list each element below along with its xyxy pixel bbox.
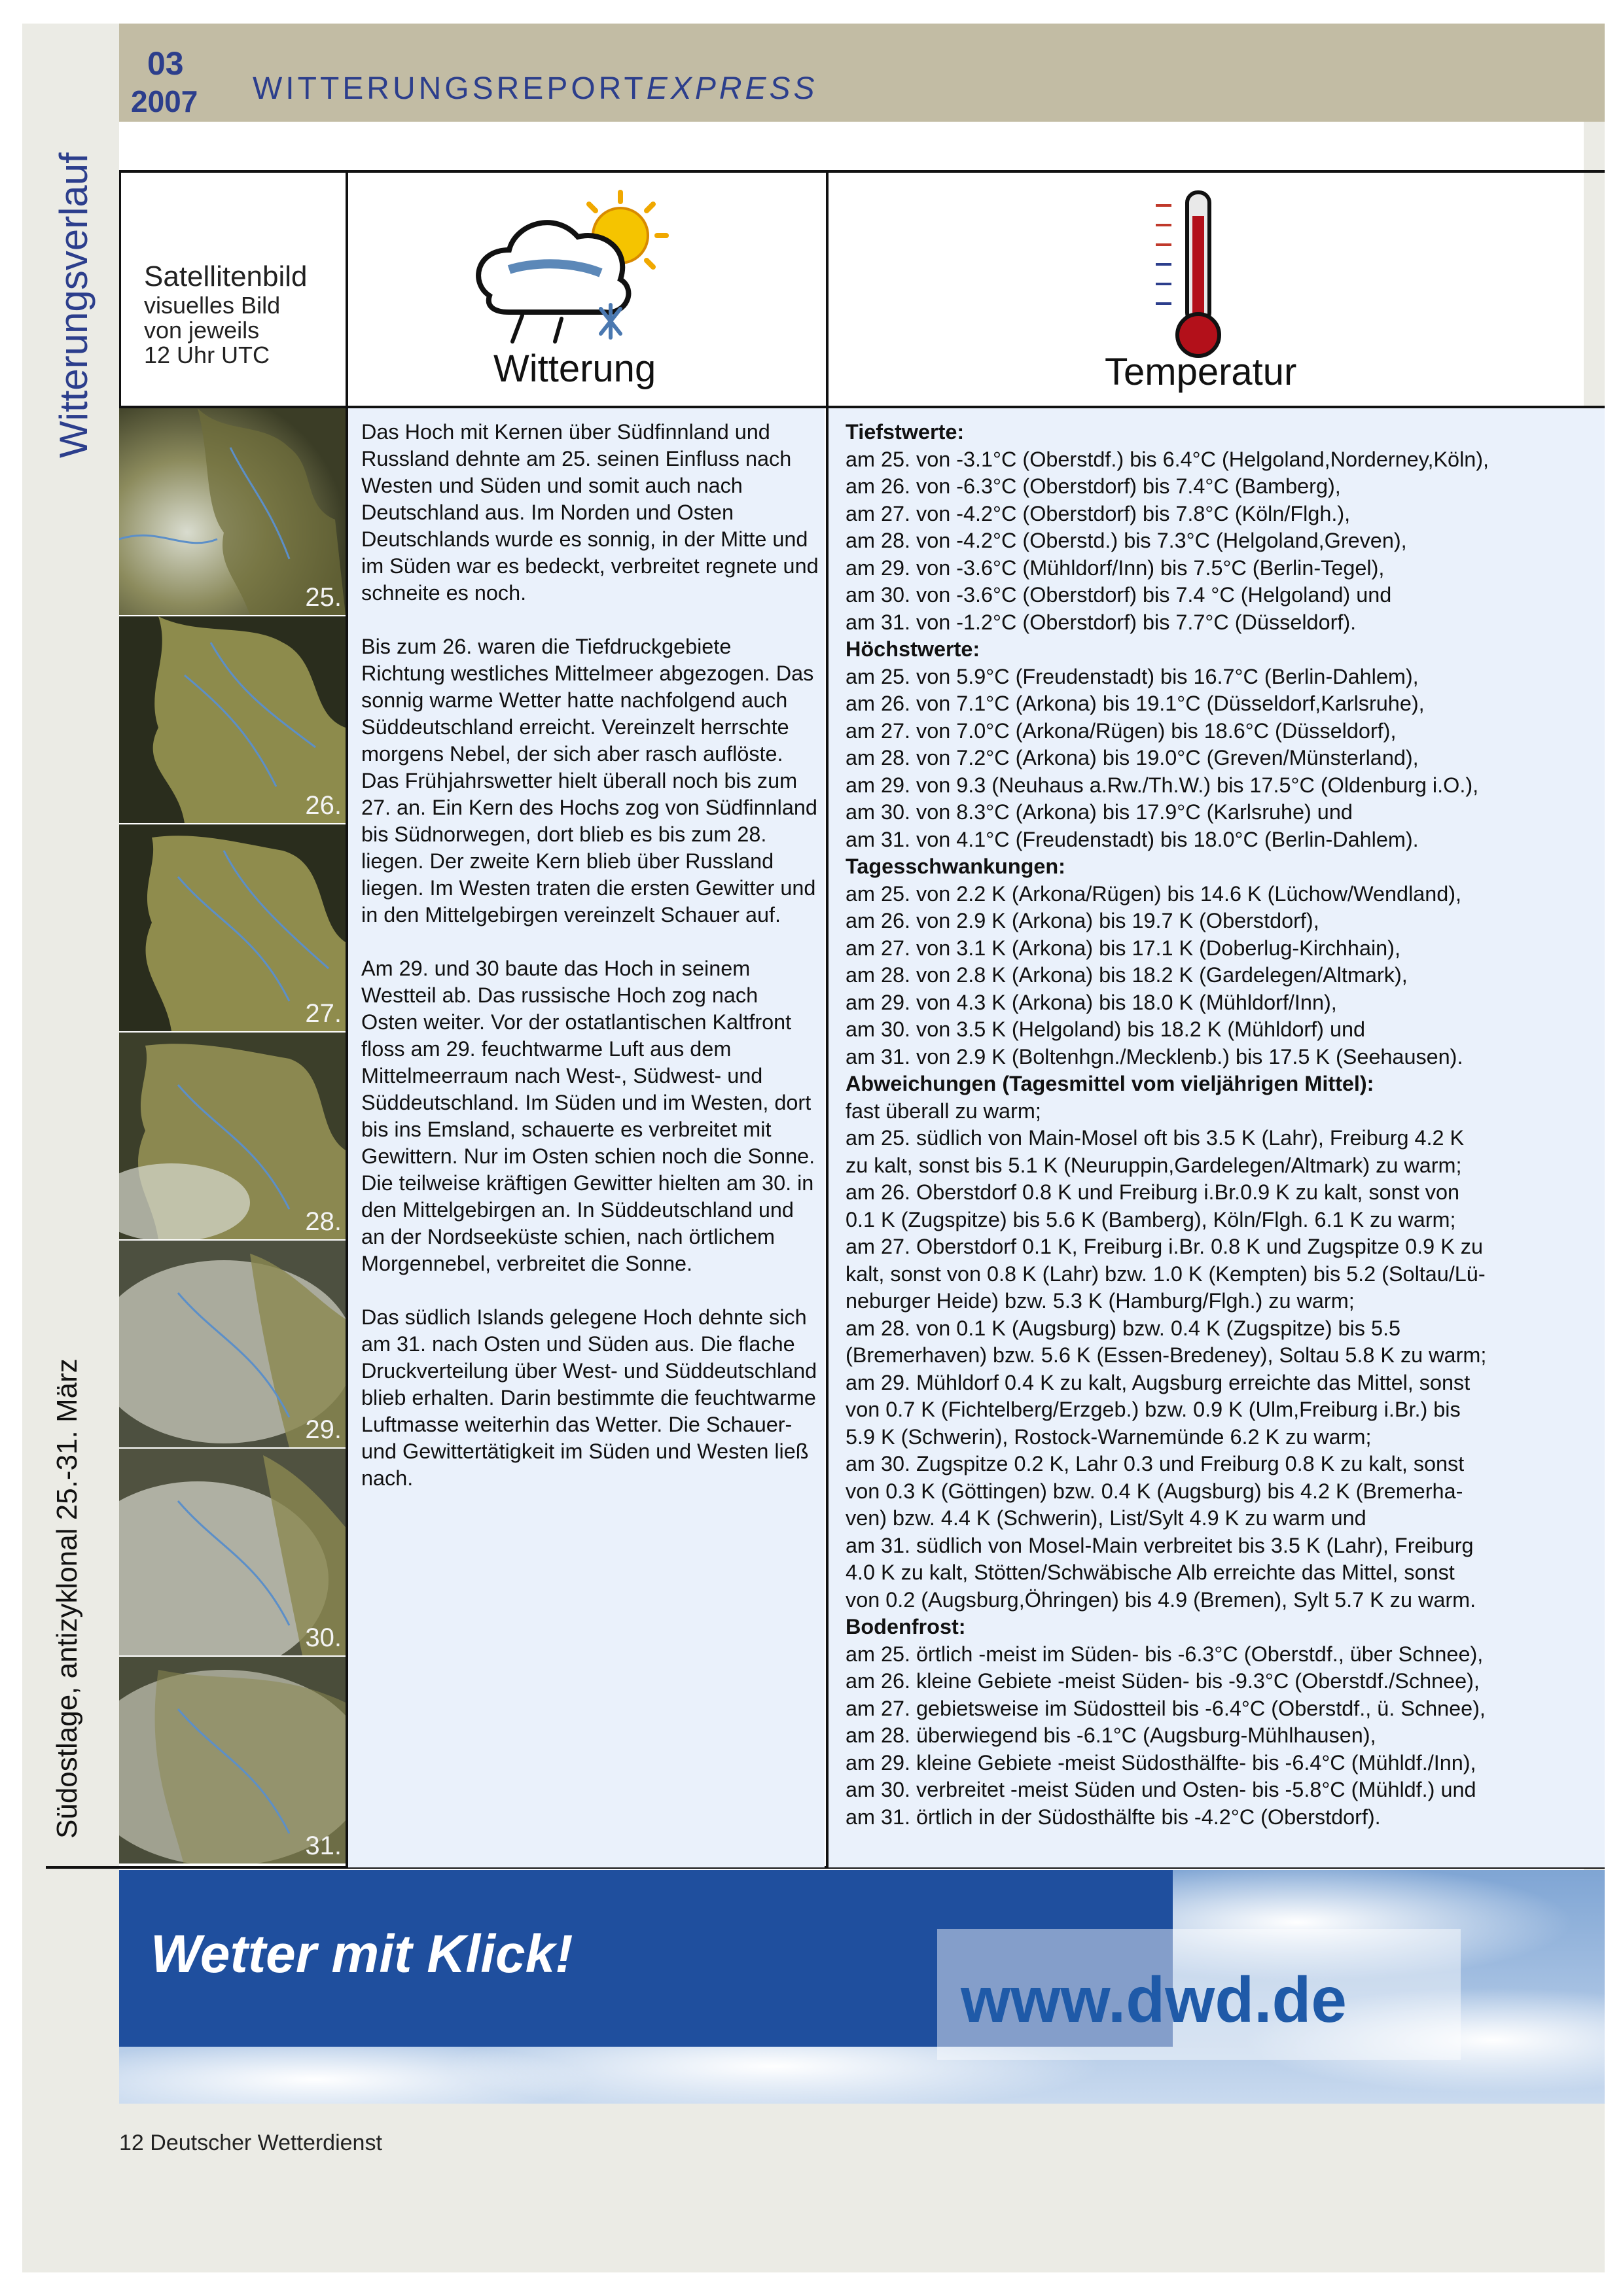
dwd-banner: [119, 1870, 1605, 2104]
temperature-line: am 31. von -1.2°C (Oberstdorf) bis 7.7°C (Düsseldorf).: [846, 610, 1357, 634]
temperature-line: 0.1 K (Zugspitze) bis 5.6 K (Bamberg), Köln/Flgh. 6.1 K zu warm;: [846, 1207, 1456, 1231]
temperature-line: am 30. Zugspitze 0.2 K, Lahr 0.3 und Freiburg 0.8 K zu kalt, sonst: [846, 1452, 1465, 1475]
temperature-line: am 26. Oberstdorf 0.8 K und Freiburg i.Br.0.9 K zu kalt, sonst von: [846, 1180, 1459, 1204]
weather-paragraph: Am 29. und 30 baute das Hoch in seinem Westteil ab. Das russische Hoch zog nach Osten weiter. Vor der ostatlantischen Kaltfront floss am 29. feuchtwarme Luft aus dem Mittelmeerraum nach West-, Südwest- und Süddeutschland. Im Süden und im Westen, dort bis ins Emsland, schauerte es verbreitet mit Gewittern. Nur im Osten schien noch die Sonne. Die teilweise kräftigen Gewitter hielten am 30. in den Mittelgebirgen an. In Süddeutschland und an der Nordseeküste schien, nach örtlichem Morgennebel, verbreitet die Sonne.: [361, 957, 815, 1275]
satellite-label-line3: 12 Uhr UTC: [144, 342, 270, 368]
temperature-line: am 28. von 7.2°C (Arkona) bis 19.0°C (Greven/Münsterland),: [846, 746, 1419, 769]
temperature-line: am 31. von 4.1°C (Freudenstadt) bis 18.0°C (Berlin-Dahlem).: [846, 827, 1419, 851]
temperature-line: am 27. von 3.1 K (Arkona) bis 17.1 K (Doberlug-Kirchhain),: [846, 936, 1400, 960]
temperature-line: am 25. von 5.9°C (Freudenstadt) bis 16.7°C (Berlin-Dahlem),: [846, 664, 1419, 688]
temperature-section-heading: Tagesschwankungen:: [846, 855, 1065, 878]
column-weather-heading: Witterung: [493, 347, 656, 390]
temperature-line: am 27. von 7.0°C (Arkona/Rügen) bis 18.6°C (Düsseldorf),: [846, 718, 1397, 743]
temperature-line: von 0.7 K (Fichtelberg/Erzgeb.) bzw. 0.9 K (Ulm,Freiburg i.Br.) bis: [846, 1398, 1461, 1421]
temperature-line: am 28. von 2.8 K (Arkona) bis 18.2 K (Gardelegen/Altmark),: [846, 963, 1408, 987]
section-title: Witterungsverlauf: [52, 152, 96, 458]
temperature-section-heading: Tiefstwerte:: [846, 420, 965, 444]
temperature-line: am 26. kleine Gebiete -meist Süden- bis -9.3°C (Oberstdf./Schnee),: [846, 1669, 1480, 1693]
satellite-day-label: 28.: [305, 1207, 342, 1236]
weather-situation: Südostlage, antizyklonal 25.-31. März: [51, 1358, 83, 1839]
satellite-image: [119, 1033, 346, 1239]
report-title: [253, 71, 818, 107]
temperature-line: zu kalt, sonst bis 5.1 K (Neuruppin,Gardelegen/Altmark) zu warm;: [846, 1153, 1462, 1177]
temperature-section-heading: Höchstwerte:: [846, 637, 980, 661]
temperature-line: fast überall zu warm;: [846, 1099, 1041, 1123]
temperature-line: am 28. von 0.1 K (Augsburg) bzw. 0.4 K (Zugspitze) bis 5.5: [846, 1316, 1400, 1340]
temperature-line: am 28. von -4.2°C (Oberstd.) bis 7.3°C (Helgoland,Greven),: [846, 529, 1407, 552]
satellite-label-line1: visuelles Bild: [144, 292, 281, 319]
temperature-line: am 25. südlich von Main-Mosel oft bis 3.5 K (Lahr), Freiburg 4.2 K: [846, 1126, 1465, 1150]
satellite-label: [144, 260, 308, 368]
temperature-line: am 26. von 7.1°C (Arkona) bis 19.1°C (Düsseldorf,Karlsruhe),: [846, 692, 1425, 715]
table-left-rule: [119, 170, 121, 408]
temperature-line: am 30. von 3.5 K (Helgoland) bis 18.2 K (Mühldorf) und: [846, 1017, 1365, 1041]
banner-url-link[interactable]: www.dwd.de: [961, 1964, 1347, 2036]
satellite-day-label: 26.: [305, 791, 342, 820]
temperature-line: am 25. von -3.1°C (Oberstdf.) bis 6.4°C (Helgoland,Norderney,Köln),: [846, 447, 1489, 471]
snowflake-icon: [601, 305, 620, 338]
temperature-line: 4.0 K zu kalt, Stötten/Schwäbische Alb erreichte das Mittel, sonst: [846, 1561, 1455, 1584]
report-title-italic: EXPRESS: [646, 71, 818, 106]
temperature-line: am 29. von 9.3 (Neuhaus a.Rw./Th.W.) bis 17.5°C (Oldenburg i.O.),: [846, 773, 1479, 797]
temperature-line: am 28. überwiegend bis -6.1°C (Augsburg-Mühlhausen),: [846, 1723, 1376, 1747]
temperature-details: [846, 419, 1598, 1831]
weather-description: [361, 419, 819, 1519]
satellite-day-label: 29.: [305, 1415, 342, 1444]
temperature-line: am 31. örtlich in der Südosthälfte bis -4.2°C (Oberstdorf).: [846, 1805, 1381, 1829]
report-title-main: WITTERUNGSREPORT: [253, 71, 647, 106]
satellite-image: [119, 1449, 346, 1655]
temperature-line: am 29. kleine Gebiete -meist Südosthälfte- bis -6.4°C (Mühldf./Inn),: [846, 1750, 1476, 1775]
temperature-line: am 27. von -4.2°C (Oberstdorf) bis 7.8°C (Köln/Flgh.),: [846, 501, 1351, 525]
temperature-line: am 30. von -3.6°C (Oberstdorf) bis 7.4 °C (Helgoland) und: [846, 583, 1392, 607]
table-top-rule: [119, 170, 1605, 173]
temperature-line: am 29. Mühldorf 0.4 K zu kalt, Augsburg erreichte das Mittel, sonst: [846, 1370, 1471, 1394]
page-margin-bottom: [22, 2104, 1605, 2272]
banner-slogan: Wetter mit Klick!: [151, 1924, 573, 1984]
satellite-image: [119, 1657, 346, 1863]
temperature-line: kalt, sonst von 0.8 K (Lahr) bzw. 1.0 K (Kempten) bis 5.2 (Soltau/Lü-: [846, 1262, 1486, 1286]
issue-number: 03: [147, 45, 184, 82]
satellite-image: [119, 1241, 346, 1447]
satellite-image: [119, 616, 346, 823]
issue-year: 2007: [131, 84, 198, 118]
satellite-label-title: Satellitenbild: [144, 260, 308, 292]
page-footer: 12 Deutscher Wetterdienst: [119, 2130, 382, 2155]
temperature-line: neburger Heide) bzw. 5.3 K (Hamburg/Flgh.) zu warm;: [846, 1289, 1355, 1313]
satellite-image-strip: [119, 408, 346, 1867]
weather-paragraph: Das Hoch mit Kernen über Südfinnland und Russland dehnte am 25. seinen Einfluss nach Westen und Süden und somit auch nach Deutschland aus. Im Norden und Osten Deutschlands wurde es sonnig, in der Mitte und im Süden war es bedeckt, verbreitet regnete und schneite es noch.: [361, 420, 819, 605]
satellite-day-label: 25.: [305, 583, 342, 612]
column-temperature-heading: Temperatur: [1105, 351, 1297, 393]
weather-paragraph: Bis zum 26. waren die Tiefdruckgebiete Richtung westliches Mittelmeer abgezogen. Das sonnig warme Wetter hatte nachfolgend auch Süddeutschland erreicht. Vereinzelt herrschte morgens Nebel, der sich aber rasch auflöste. Das Frühjahrswetter hielt überall noch bis zum 27. an. Ein Kern des Hochs zog von Südfinnland bis Südnorwegen, dort blieb es bis zum 28. liegen. Der zweite Kern blieb über Russland liegen. Im Westen traten die ersten Gewitter und in den Mittelgebirgen vereinzelt Schauer auf.: [361, 635, 817, 927]
satellite-day-label: 31.: [305, 1831, 342, 1860]
temperature-line: am 26. von 2.9 K (Arkona) bis 19.7 K (Oberstdorf),: [846, 909, 1319, 932]
temperature-line: am 26. von -6.3°C (Oberstdorf) bis 7.4°C (Bamberg),: [846, 474, 1341, 498]
temperature-line: 5.9 K (Schwerin), Rostock-Warnemünde 6.2 K zu warm;: [846, 1424, 1372, 1449]
temperature-line: am 27. gebietsweise im Südostteil bis -6.4°C (Oberstdf., ü. Schnee),: [846, 1696, 1486, 1720]
temperature-line: am 25. örtlich -meist im Süden- bis -6.3°C (Oberstdf., über Schnee),: [846, 1642, 1484, 1666]
thermometer-icon: [1149, 186, 1247, 362]
temperature-line: von 0.3 K (Göttingen) bzw. 0.4 K (Augsburg) bis 4.2 K (Bremerha-: [846, 1479, 1463, 1503]
temperature-line: am 29. von -3.6°C (Mühldorf/Inn) bis 7.5°C (Berlin-Tegel),: [846, 556, 1385, 580]
temperature-line: am 31. südlich von Mosel-Main verbreitet bis 3.5 K (Lahr), Freiburg: [846, 1533, 1474, 1557]
satellite-image: [119, 408, 346, 615]
temperature-line: am 31. von 2.9 K (Boltenhgn./Mecklenb.) bis 17.5 K (Seehausen).: [846, 1044, 1463, 1069]
satellite-label-line2: von jeweils: [144, 317, 260, 344]
satellite-day-label: 27.: [305, 999, 342, 1028]
cloud-sun-snow-icon: [463, 185, 686, 348]
satellite-day-label: 30.: [305, 1623, 342, 1652]
weather-paragraph: Das südlich Islands gelegene Hoch dehnte sich am 31. nach Osten und Süden aus. Die flache Druckverteilung über West- und Süddeutschland blieb erhalten. Darin bestimmte die feuchtwarme Luftmasse weiterhin das Wetter. Die Schauer- und Gewittertätigkeit im Süden und Westen ließ nach.: [361, 1305, 817, 1490]
temperature-line: am 25. von 2.2 K (Arkona/Rügen) bis 14.6 K (Lüchow/Wendland),: [846, 881, 1462, 906]
temperature-line: am 30. von 8.3°C (Arkona) bis 17.9°C (Karlsruhe) und: [846, 800, 1353, 824]
temperature-section-heading: Abweichungen (Tagesmittel vom vieljährigen Mittel):: [846, 1072, 1374, 1095]
temperature-line: am 30. verbreitet -meist Süden und Osten- bis -5.8°C (Mühldf.) und: [846, 1778, 1476, 1801]
temperature-line: am 29. von 4.3 K (Arkona) bis 18.0 K (Mühldorf/Inn),: [846, 990, 1337, 1014]
temperature-line: von 0.2 (Augsburg,Öhringen) bis 4.9 (Bremen), Sylt 5.7 K zu warm.: [846, 1587, 1476, 1612]
temperature-line: ven) bzw. 4.4 K (Schwerin), List/Sylt 4.9 K zu warm und: [846, 1506, 1366, 1530]
temperature-line: am 27. Oberstdorf 0.1 K, Freiburg i.Br. 0.8 K und Zugspitze 0.9 K zu: [846, 1235, 1484, 1258]
temperature-line: (Bremerhaven) bzw. 5.6 K (Essen-Bredeney), Soltau 5.8 K zu warm;: [846, 1343, 1487, 1367]
temperature-section-heading: Bodenfrost:: [846, 1615, 966, 1638]
satellite-image: [119, 824, 346, 1031]
